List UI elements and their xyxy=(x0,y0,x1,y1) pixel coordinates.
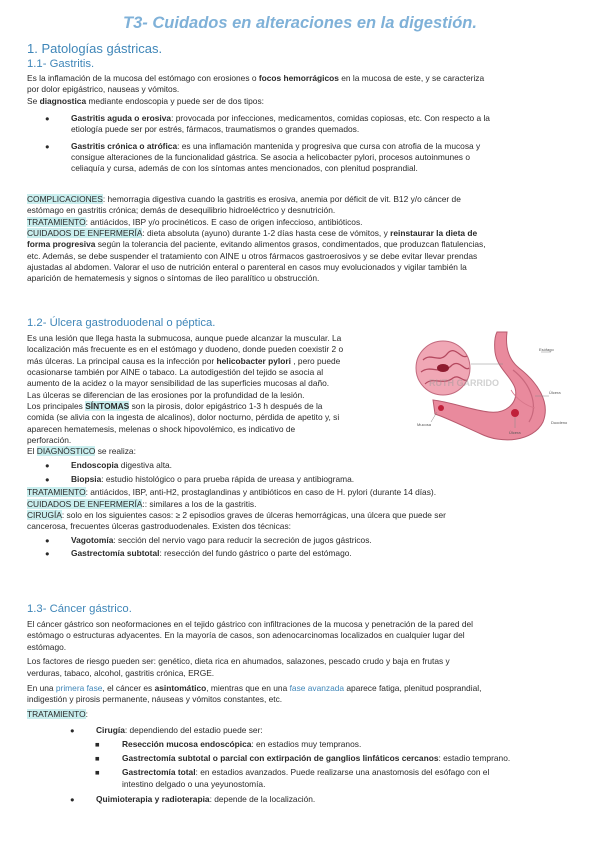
complicaciones-cont: estómago en gastritis crónica; demás de desequilibrio hidroeléctrico y desnutrición. xyxy=(27,205,336,215)
bullet-quimioterapia: Quimioterapia y radioterapia: depende de la localización. xyxy=(96,794,316,804)
factores-riesgo: verduras, tabaco, alcohol, gastritis crónica, ERGE. xyxy=(27,668,215,678)
bullet-gastrectomia-subtotal: Gastrectomía subtotal: resección del fundo gástrico o parte del estómago. xyxy=(71,548,352,558)
tratamiento-label: TRATAMIENTO xyxy=(27,709,86,719)
bullet-cirugia: Cirugía: dependiendo del estadio puede ser: xyxy=(96,725,263,735)
sub-bullet-reseccion: Resección mucosa endoscópica: en estadios muy tempranos. xyxy=(122,739,362,749)
bullet-vagotomia: Vagotomía: sección del nervio vago para reducir la secreción de jugos gástricos. xyxy=(71,535,372,545)
sub-bullet-gastrectomia-total: Gastrectomía total: en estadios avanzados. Puede realizarse una anastomosis del esófago con el xyxy=(122,767,490,777)
sub-bullet-gastrectomia-total-cont: intestino delgado o una yeyunostomía. xyxy=(122,779,266,789)
bullet-gastritis-aguda: Gastritis aguda o erosiva: provocada por infecciones, medicamentos, comidas copiosas, etc. Con respecto a la xyxy=(71,113,490,123)
bullet-dot: ● xyxy=(70,795,75,804)
bullet-dot: ● xyxy=(45,114,50,123)
cuidados-label: CUIDADOS DE ENFERMERÍA xyxy=(27,499,143,509)
cuidados-gastritis: CUIDADOS DE ENFERMERÍA: dieta absoluta (ayuno) durante 1-2 días hasta cese de vómitos, y reinstaurar la dieta de xyxy=(27,228,478,238)
fases-paragraph: indigestión y pirosis permanente, náuseas y vómitos constantes, etc. xyxy=(27,694,283,704)
cancer-paragraph: El cáncer gástrico son neoformaciones en el tejido gástrico con infiltraciones de la mucosa y penetración de la pared del xyxy=(27,619,473,629)
bullet-dot: ● xyxy=(70,726,75,735)
complicaciones-paragraph: COMPLICACIONES: hemorragia digestiva cuando la gastritis es erosiva, anemia por déficit de vit. B12 y/o cáncer de xyxy=(27,194,461,204)
cirugia-ulcera: CIRUGÍA: solo en los siguientes casos: ≥ 2 episodios graves de úlceras hemorrágicas, una úlcera que puede ser xyxy=(27,510,446,520)
figure-label: Úlcera xyxy=(509,430,521,435)
cuidados-gastritis-cont: aparición de hematemesis y signos o síntomas de íleo paralítico u obstrucción. xyxy=(27,273,320,283)
bullet-dot: ● xyxy=(45,461,50,470)
subheading-cancer: 1.3- Cáncer gástrico. xyxy=(27,603,132,615)
bullet-gastritis-aguda-cont: etiología puede ser por estrés, fármacos, traumatismos o grandes quemados. xyxy=(71,124,360,134)
figure-watermark: RUTH GARRIDO xyxy=(429,378,499,388)
cancer-paragraph: estómago o estructuras adyacentes. En la mayoría de casos, son adenocarcinomas localizados en cualquier lugar del xyxy=(27,630,465,640)
diagnostico-intro: El DIAGNÓSTICO se realiza: xyxy=(27,446,136,456)
fases-paragraph: En una primera fase, el cáncer es asintomático, mientras que en una fase avanzada aparece fatiga, plenitud posprandial, xyxy=(27,683,482,693)
tratamiento-label: TRATAMIENTO xyxy=(27,217,86,227)
subheading-ulcera: 1.2- Úlcera gastroduodenal o péptica. xyxy=(27,317,216,329)
cuidados-gastritis-cont: etc. Además, se debe suspender el tratamiento con AINE u otros fármacos gastroerosivos y se debe evitar llevar prendas xyxy=(27,251,478,261)
ulcera-paragraph: localización más frecuente es en el estómago y duodeno, donde pueden coexistir 2 o xyxy=(27,344,344,354)
sub-bullet-gastrectomia-subtotal: Gastrectomía subtotal o parcial con extirpación de ganglios linfáticos cercanos: estadio temprano. xyxy=(122,753,511,763)
sintomas-paragraph: perforación. xyxy=(27,435,72,445)
document-title: T3- Cuidados en alteraciones en la digestión. xyxy=(123,14,477,32)
sintomas-paragraph: Los principales SÍNTOMAS son la pirosis, dolor epigástrico 1-3 h después de la xyxy=(27,401,323,411)
figure-label: Duodeno xyxy=(551,420,568,425)
subheading-gastritis: 1.1- Gastritis. xyxy=(27,58,95,70)
bullet-dot: ■ xyxy=(95,740,100,749)
bullet-gastritis-cronica-cont: consigue alteraciones de la funcionalidad gástrica. Se asocia a helicobacter pylori, procesos autoinmunes o xyxy=(71,152,470,162)
gastritis-diagnosis: Se diagnostica mediante endoscopia y puede ser de dos tipos: xyxy=(27,96,264,106)
stomach-ulcer-illustration xyxy=(411,330,575,445)
bullet-dot: ● xyxy=(45,536,50,545)
ulcera-paragraph: Es una lesión que llega hasta la submucosa, aunque puede alcanzar la muscular. La xyxy=(27,333,342,343)
bullet-biopsia: Biopsia: estudio histológico o para prueba rápida de ureasa y antibiograma. xyxy=(71,474,355,484)
complicaciones-label: COMPLICACIONES xyxy=(27,194,103,204)
sintomas-paragraph: comida (se alivia con la ingesta de alcalinos), dolor nocturno, pérdida de apetito y, si xyxy=(27,412,340,422)
bullet-gastritis-cronica-cont: celiaquía y cursa, además de con los síntomas antes mencionados, con plenitud posprandial. xyxy=(71,163,418,173)
cirugia-label: CIRUGÍA xyxy=(27,510,62,520)
figure-label: Úlcera xyxy=(549,390,561,395)
tratamiento-cancer: TRATAMIENTO: xyxy=(27,709,88,719)
cuidados-ulcera: CUIDADOS DE ENFERMERÍA:: similares a los de la gastritis. xyxy=(27,499,257,509)
ulcera-paragraph: ocasionarse también por AINE o tabaco. La autodigestión del tejido se asocia al xyxy=(27,367,324,377)
ulcera-paragraph: Las úlceras se diferencian de las erosiones por la profundidad de la lesión. xyxy=(27,390,305,400)
tratamiento-label: TRATAMIENTO xyxy=(27,487,86,497)
bullet-gastritis-cronica: Gastritis crónica o atrófica: es una inflamación mantenida y progresiva que cursa con atrofia de la mucosa y xyxy=(71,141,481,151)
ulcera-paragraph: aumento de la acidez o la mayor sensibilidad de las superficies mucosas al daño. xyxy=(27,378,330,388)
bullet-dot: ● xyxy=(45,549,50,558)
bullet-endoscopia: Endoscopia digestiva alta. xyxy=(71,460,173,470)
figure-label: Esófago xyxy=(539,347,554,352)
bullet-dot: ● xyxy=(45,475,50,484)
bullet-dot: ■ xyxy=(95,768,100,777)
factores-riesgo: Los factores de riesgo pueden ser: genético, dieta rica en ahumados, salazones, pescado crudo y baja en frutas y xyxy=(27,656,450,666)
section-heading-patologias: 1. Patologías gástricas. xyxy=(27,41,163,56)
bullet-dot: ■ xyxy=(95,754,100,763)
figure-label: Mucosa xyxy=(417,422,432,427)
cuidados-gastritis-cont: ajustadas al abdomen. Valorar el uso de nutrición enteral o parenteral en casos muy evolucionados y vigilar también la xyxy=(27,262,467,272)
cuidados-gastritis-cont: forma progresiva según la tolerancia del paciente, evitando alimentos grasos, condimentados, que produzcan flatulencias, xyxy=(27,239,486,249)
cancer-paragraph: estómago. xyxy=(27,642,67,652)
gastritis-intro: Es la inflamación de la mucosa del estómago con erosiones o focos hemorrágicos en la mucosa de este, y se caracteriza xyxy=(27,73,485,83)
gastritis-intro-2: por dolor epigástrico, nauseas y vómitos. xyxy=(27,84,180,94)
cirugia-ulcera-cont: cancerosa, frecuentes úlceras gastroduodenales. Existen dos técnicas: xyxy=(27,521,291,531)
cuidados-label: CUIDADOS DE ENFERMERÍA xyxy=(27,228,143,238)
tratamiento-ulcera: TRATAMIENTO: antiácidos, IBP, anti-H2, prostaglandinas y antibióticos en caso de H. pylori (durante 14 días). xyxy=(27,487,437,497)
sintomas-paragraph: aparecen hematemesis, melenas o shock hipovolémico, es indicativo de xyxy=(27,424,296,434)
bullet-dot: ● xyxy=(45,142,50,151)
ulcera-paragraph: más úlceras. La principal causa es la infección por helicobacter pylori , pero puede xyxy=(27,356,341,366)
tratamiento-gastritis: TRATAMIENTO: antiácidos, IBP y/o procinéticos. E caso de origen infeccioso, antibióticos. xyxy=(27,217,363,227)
